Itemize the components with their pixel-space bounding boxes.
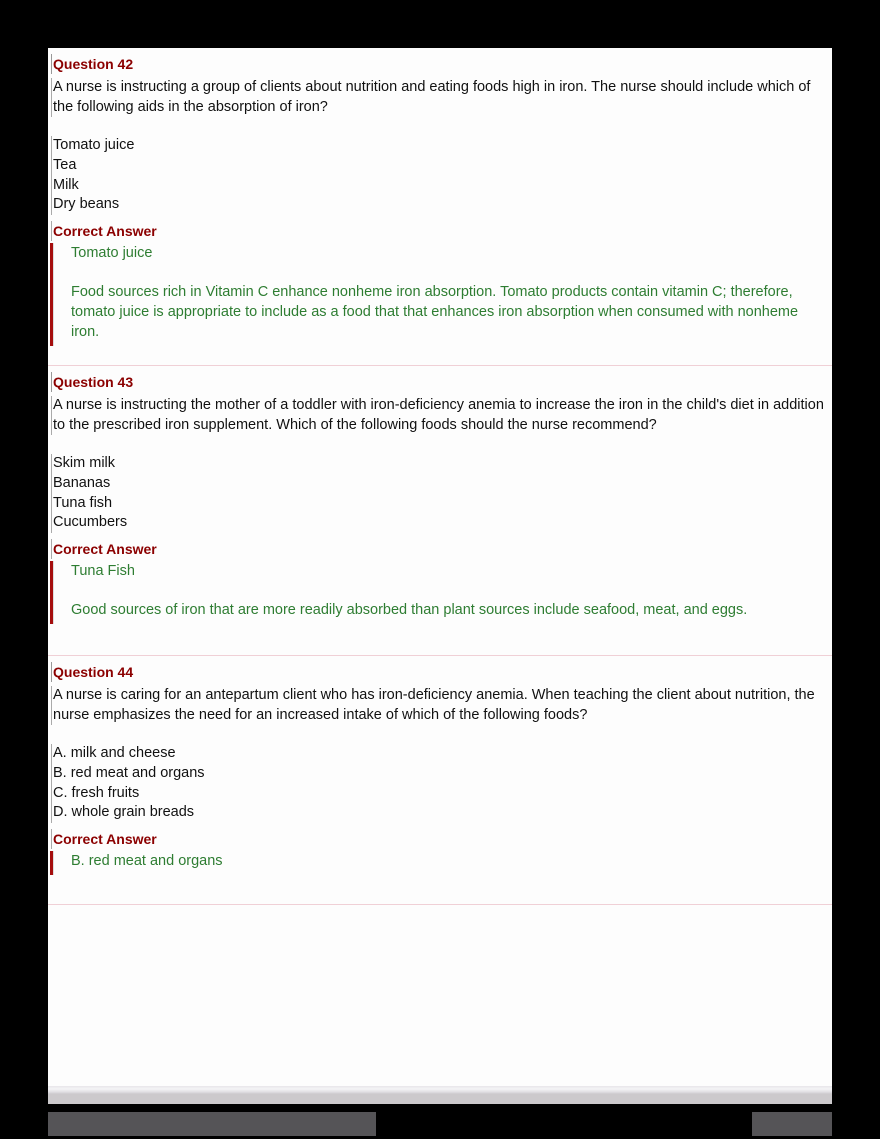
document-page [48, 48, 832, 1104]
correct-answer-label: Correct Answer [51, 539, 824, 559]
question-44 [48, 656, 832, 905]
answer-text: Tuna Fish [71, 563, 135, 580]
answer-box [50, 243, 824, 346]
answer-box [50, 561, 824, 624]
question-42 [48, 48, 832, 366]
rationale-text: Food sources rich in Vitamin C enhance nonheme iron absorption. Tomato products contain vitamin C; therefore, tomato juice is appropriate to include as a food that that enhances iron absorption when consumed with nonheme iron. [71, 284, 799, 341]
options-list [51, 136, 824, 215]
option: C. fresh fruits [51, 784, 824, 804]
page-footer-strip [48, 1086, 832, 1104]
question-title: Question 44 [51, 662, 824, 682]
option: Tomato juice [51, 136, 824, 156]
option: Bananas [51, 474, 824, 494]
question-text: A nurse is instructing the mother of a toddler with iron-deficiency anemia to increase the iron in the child's diet in addition to the prescribed iron supplement. Which of the following foods should the nurse recommend? [51, 396, 824, 435]
option: Milk [51, 176, 824, 196]
options-list [51, 454, 824, 533]
option: Cucumbers [51, 513, 824, 533]
question-text: A nurse is caring for an antepartum client who has iron-deficiency anemia. When teaching the client about nutrition, the nurse emphasizes the need for an increased intake of which of the following foods? [51, 686, 824, 725]
option: Tuna fish [51, 494, 824, 514]
correct-answer-label: Correct Answer [51, 829, 824, 849]
question-title: Question 43 [51, 372, 824, 392]
answer-text: Tomato juice [71, 245, 153, 262]
correct-answer-label: Correct Answer [51, 221, 824, 241]
option: B. red meat and organs [51, 764, 824, 784]
question-43 [48, 366, 832, 656]
answer-text: B. red meat and organs [71, 853, 223, 870]
footer-bar-right [752, 1112, 832, 1136]
option: D. whole grain breads [51, 803, 824, 823]
options-list [51, 744, 824, 823]
option: Skim milk [51, 454, 824, 474]
option: Tea [51, 156, 824, 176]
question-text: A nurse is instructing a group of clients about nutrition and eating foods high in iron. The nurse should include which of the following aids in the absorption of iron? [51, 78, 824, 117]
option: Dry beans [51, 195, 824, 215]
option: A. milk and cheese [51, 744, 824, 764]
answer-box [50, 851, 824, 875]
question-title: Question 42 [51, 54, 824, 74]
footer-bar-left [48, 1112, 376, 1136]
rationale-text: Good sources of iron that are more readily absorbed than plant sources include seafood, meat, and eggs. [71, 602, 748, 619]
